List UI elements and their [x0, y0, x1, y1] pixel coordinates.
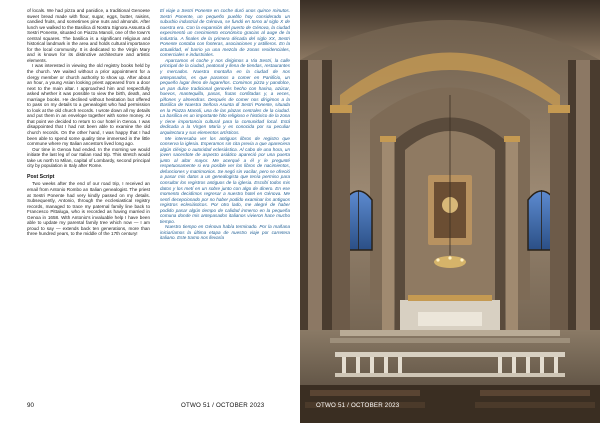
spanish-paragraph-4: Nuestro tiempo en Génova había terminado. Por la mañana iniciaríamos la última etapa de nuestro viaje por carretera italiano. Este tramo nos llevaría: [160, 224, 290, 241]
spanish-text-column: [160, 8, 290, 396]
issue-label-left: OTWO 51 / OCTOBER 2023: [181, 402, 265, 409]
postscript-heading: Post Script: [27, 173, 55, 180]
english-text-column: [27, 8, 150, 396]
issue-label-right: OTWO 51 / OCTOBER 2023: [316, 402, 400, 409]
english-paragraph-1: of locals. We had pizza and panidice, a traditional Genoese sweet bread made with flour, sugar, eggs, butter, raisins, candied fruits, and sometimes pine nuts and almonds. After lunch we walked to the Basilica di Nostra Signora Assunta di Sestri Ponente, situated on Piazza Manoli, one of the town's central squares. The basilica is a significant religious and historical landmark in the area and holds cultural importance for the local community. It is dedicated to the Virgin Mary and is known for its distinctive architecture and artistic elements.: [27, 8, 150, 63]
english-paragraph-3: Our time in Genoa had ended. In the morning we would initiate the last leg of our Italian road trip. This stretch would take us north to Milan, capital of Lombardy, second principal city by population in Italy after Rome.: [27, 146, 150, 169]
basilica-interior-photo: [300, 0, 600, 423]
postscript-paragraph: Two weeks after the end of our road trip, I received an email from Antonio Rombo an Italian genealogist. The priest at Sestri Ponente had very kindly passed on my details. Subsequently, Antonio, through the ecclesiastical registry records, managed to trace my paternal family line back to Francesco Pittaluga, who is recorded as having married in Genoa in 1658. With Antonio's invaluable help I have been able to update my parental family tree which now — I am proud to say — extends back ten generations, more than three hundred years, to the middle of the 17th century!: [27, 181, 150, 237]
spanish-paragraph-3: Me interesaba ver los antiguos libros de registro que conserva la iglesia. Esperamos sin cita previa a que apareciera algún clérigo o autoridad eclesiástica. Al cabo de una hora, un joven sacerdote de aspecto asiático apareció por una puerta junto al altar mayor. Me acerqué a él y le pregunté respetuosamente si era posible ver los libros de nacimientos, defunciones y matrimonios. Se negó sin vacilar, pero se ofreció a pasar mis datos a un genealogista que tenía permiso para consultar los registros antiguos de la iglesia. Escribí todos mis datos y los metí en un sobre junto con algo de dinero. En ese momento decidimos regresar a nuestro hotel en Génova. Me sentí decepcionado por no haber podido examinar los antiguos registros eclesiásticos. Por otro lado, me alegré de haber podido pasar algún tiempo de calidad inmerso en la pequeña comuna donde mis antepasados italianos vivieron hace mucho tiempo.: [160, 135, 290, 224]
spanish-paragraph-2: Aparcamos el coche y nos dirigimos a Via Sestri, la calle principal de la ciudad, peatonal y llena de tiendas, restaurantes y mercados. Nuestra montaña en la ciudad de nos antepasados, es que paramos a comer en Panificio, un pequeño lugar lleno de lugareños. Comimos pizza y pandolce, un pan dulce tradicional genovés hecho con harina, azúcar, huevos, mantequilla, pasas, frutas confitadas y, a veces, piñones y almendras. Después de comer nos dirigimos a la Basílica de Nuestra Señora Asunta di Sestri Ponente, situada en la Piazza Manoli, una de las plazas centrales de la ciudad. La basílica es un importante hito religioso e histórico de la zona y tiene importancia cultural para la comunidad local. Está dedicada a la Virgen María y es conocida por su peculiar arquitectura y sus elementos artísticos.: [160, 57, 290, 136]
english-paragraph-2: I was interested in viewing the old registry books held by the church. We waited without a prior appointment for a clergy member or church authority to show up. After about an hour, a young Asian looking priest appeared from a door next to the main altar. I approached him and respectfully asked whether it was possible to view the birth, death, and marriage books. He declined without hesitation but offered to pass on my details to a genealogist who had permission to look at the old church records. I wrote down all my details and put them in an envelope together with some money. At that point we decided to return to our hotel in Genoa. I was disappointed that I had not been able to examine the old church records. On the other hand, I was happy that I had been able to spend some quality time immersed in the little commune where my Italian ancestors lived long ago.: [27, 63, 150, 147]
basilica-photo-illustration: [300, 0, 600, 423]
page-number: 90: [27, 402, 34, 409]
spanish-paragraph-1: El viaje a Sestri Ponente en coche duró unos quince minutos. Sestri Ponente, un pequeño pueblo hoy considerado un suburbio industrial de Génova, se fundó en torno al siglo X de nuestra era. Con la expansión del puerto de Génova, la ciudad experimentó un crecimiento económico gracias al auge de la industria. A finales de la primera década del siglo XX, Sestri Ponente contaba con fonteras, asociaciones y astilleros. En la actualidad, el barrio ya una mezcla de zonas residenciales, comerciales e industriales.: [160, 8, 290, 58]
